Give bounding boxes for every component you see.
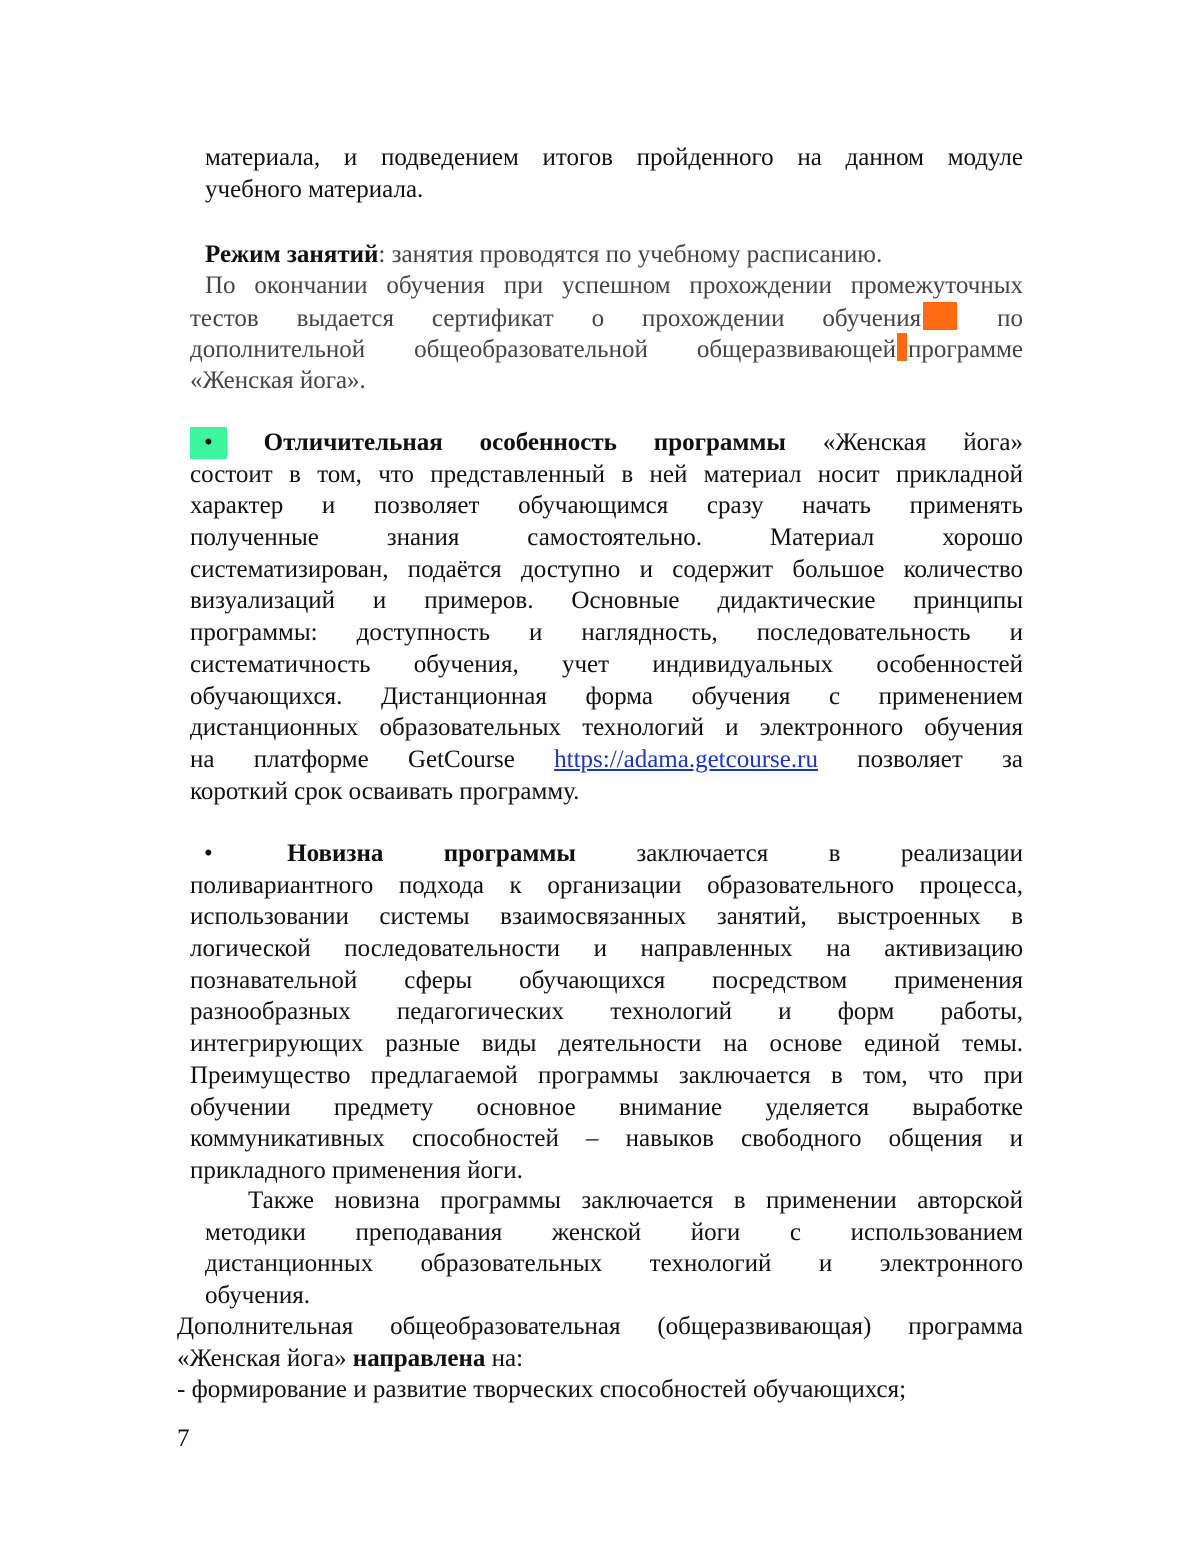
- text-line: учебного материала.: [205, 175, 424, 203]
- paragraph-schedule: [205, 239, 1023, 271]
- paragraph-certificate: [190, 270, 1023, 397]
- text-line: [190, 333, 1023, 365]
- text-segment: по: [997, 304, 1024, 332]
- novelty-heading: Новизна программы: [287, 840, 576, 867]
- text-segment: дополнительной общеобразовательной общеразвивающей: [190, 336, 897, 364]
- text-line: дистанционных образовательных технологий и электронного: [205, 1250, 1023, 1278]
- text-line: [190, 838, 1023, 870]
- text-line: [190, 744, 1023, 776]
- text-segment: «Женская йога»: [822, 429, 1024, 456]
- text-line: Дополнительная общеобразовательная (общеразвивающая) программа: [177, 1313, 1023, 1340]
- text-line: интегрирующих разные виды деятельности на основе единой темы.: [190, 1030, 1023, 1058]
- text-line: обучающихся. Дистанционная форма обучения с применением: [190, 682, 1023, 710]
- text-segment: на:: [491, 1344, 524, 1372]
- text-line: поливариантного подхода к организации образовательного процесса,: [190, 871, 1023, 899]
- text-line: разнообразных педагогических технологий и форм работы,: [190, 998, 1023, 1026]
- orange-highlight-mark: [923, 302, 957, 330]
- text-line: логической последовательности и направленных на активизацию: [190, 935, 1023, 963]
- text-line: коммуникативных способностей – навыков свободного общения и: [190, 1125, 1023, 1153]
- text-line: [190, 302, 1023, 334]
- text-line: состоит в том, что представленный в ней материал носит прикладной: [190, 460, 1023, 488]
- getcourse-link[interactable]: https://adama.getcourse.ru: [554, 745, 818, 773]
- text-line: обучения.: [205, 1282, 310, 1310]
- text-line: [190, 427, 1023, 459]
- text-line: использовании системы взаимосвязанных занятий, выстроенных в: [190, 903, 1023, 931]
- text-line: систематичность обучения, учет индивидуальных особенностей: [190, 650, 1023, 678]
- text-line: дистанционных образовательных технологий и электронного обучения: [190, 714, 1023, 742]
- orange-highlight-mark: [897, 333, 907, 361]
- text-line: прикладного применения йоги.: [190, 1156, 523, 1184]
- text-line: характер и позволяет обучающимся сразу начать применять: [190, 492, 1023, 520]
- text-segment: тестов выдается сертификат о прохождении обучения: [190, 304, 922, 332]
- text-line: визуализаций и примеров. Основные дидактические принципы: [190, 587, 1023, 615]
- text-line: «Женская йога».: [190, 367, 366, 395]
- text-line: короткий срок осваивать программу.: [190, 777, 580, 805]
- bullet-icon: •: [190, 427, 227, 459]
- text-segment: позволяет за: [857, 745, 1024, 773]
- list-item: - формирование и развитие творческих способностей обучающихся;: [177, 1376, 907, 1404]
- paragraph-novelty: [190, 838, 1023, 1187]
- text-line: обучении предмету основное внимание уделяется выработке: [190, 1093, 1023, 1121]
- text-segment: программе: [908, 336, 1023, 364]
- text-line: методики преподавания женской йоги с использованием: [205, 1218, 1023, 1246]
- text-segment: «Женская йога»: [177, 1344, 347, 1372]
- text-line: полученные знания самостоятельно. Материал хорошо: [190, 524, 1023, 552]
- text-segment: заключается в реализации: [636, 840, 1024, 867]
- paragraph-distinctive-feature: [190, 427, 1023, 807]
- text-line: По окончании обучения при успешном прохождении промежуточных: [205, 272, 1023, 299]
- text-line: материала, и подведением итогов пройденного на данном модуле: [205, 144, 1023, 171]
- schedule-label: Режим занятий: [205, 241, 379, 268]
- paragraph-continuation: [205, 142, 1023, 205]
- text-line: [177, 1343, 1023, 1375]
- paragraph-method: [205, 1185, 1023, 1312]
- paragraph-direction: [177, 1311, 1023, 1406]
- text-line: Также новизна программы заключается в применении авторской: [248, 1187, 1023, 1214]
- page-number: 7: [177, 1425, 190, 1452]
- text-segment: на платформе GetCourse: [190, 745, 515, 773]
- text-line: познавательной сферы обучающихся посредством применения: [190, 966, 1023, 994]
- direction-bold: направлена: [352, 1344, 486, 1372]
- text-line: систематизирован, подаётся доступно и содержит большое количество: [190, 555, 1023, 583]
- bullet-icon: •: [204, 840, 213, 867]
- text-line: программы: доступность и наглядность, последовательность и: [190, 619, 1023, 647]
- schedule-text: : занятия проводятся по учебному расписанию.: [378, 241, 883, 268]
- feature-heading: Отличительная особенность программы: [263, 429, 786, 456]
- text-line: Преимущество предлагаемой программы заключается в том, что при: [190, 1061, 1023, 1089]
